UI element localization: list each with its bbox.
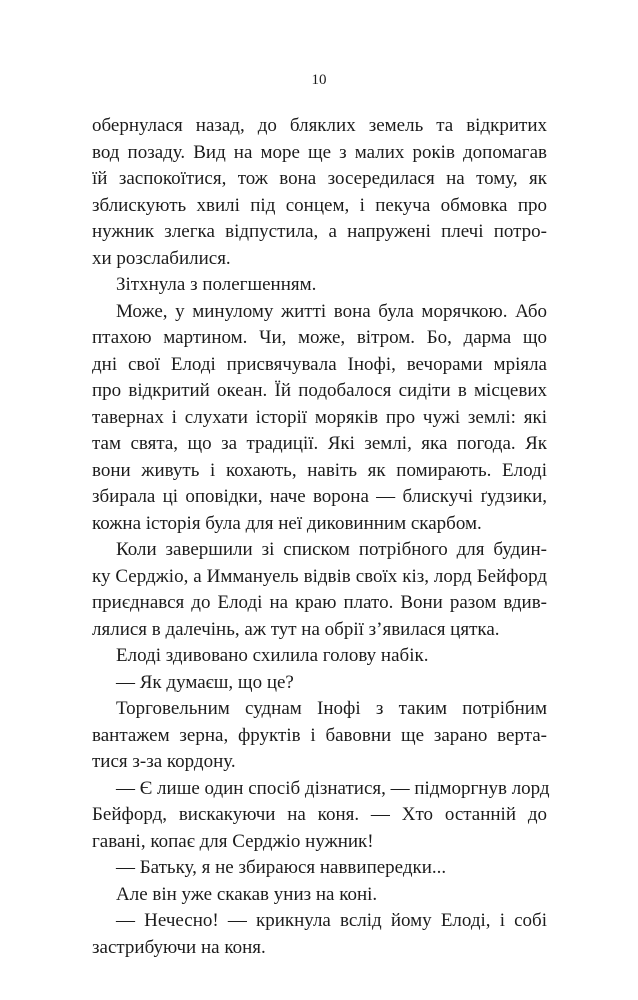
- text-line: Зітхнула з полегшенням.: [116, 274, 317, 295]
- text-line: вантажем зерна, фруктів і бавовни ще зарано верта-: [92, 724, 547, 746]
- text-line: гавані, копає для Серджіо нужник!: [92, 830, 374, 852]
- text-line: лялися в далечінь, аж тут на обрії з’явилася цятка.: [92, 618, 500, 640]
- text-line: тавернах і слухати історії моряків про чужі землі: які: [92, 406, 547, 428]
- text-line: — Батьку, я не збираюся наввипередки...: [116, 857, 447, 878]
- text-line: обернулася назад, до бляклих земель та відкритих: [92, 115, 547, 136]
- text-line: збирала ці оповідки, наче ворона — блискучі ґудзики,: [92, 486, 547, 507]
- text-line: зблискують хвилі під сонцем, і пекуча обмовка про: [92, 194, 547, 216]
- page-number: 10: [311, 72, 327, 88]
- text-line: птахою мартином. Чи, може, вітром. Бо, дарма що: [92, 327, 547, 348]
- text-line: вод позаду. Вид на море ще з малих років допомагав: [92, 141, 547, 163]
- text-line: кожна історія була для неї диковинним скарбом.: [92, 512, 482, 534]
- text-line: тися з-за кордону.: [92, 751, 236, 772]
- text-line: там свята, що за традиції. Які землі, яка погода. Як: [92, 433, 547, 454]
- text-line: — Нечесно! — крикнула вслід йому Елоді, і собі: [116, 910, 547, 931]
- text-line: Елоді здивовано схилила голову набік.: [116, 645, 429, 666]
- text-line: — Є лише один спосіб дізнатися, — підморгнув лорд: [116, 777, 550, 799]
- text-line: нужник злегка відпустила, а напружені плечі потро-: [92, 221, 547, 242]
- text-line: хи розслабилися.: [92, 247, 231, 269]
- text-line: Коли завершили зі списком потрібного для будин-: [116, 539, 547, 560]
- text-line: Може, у минулому житті вона була морячкою. Або: [116, 300, 547, 322]
- text-line: вони живуть і кохають, навіть як помирають. Елоді: [92, 459, 547, 481]
- text-line: їй заспокоїтися, тож вона зосередилася на тому, як: [92, 168, 547, 189]
- text-line: про відкритий океан. Їй подобалося сидіти в місцевих: [92, 380, 547, 401]
- text-line: ку Серджіо, а Иммануель відвів своїх кіз, лорд Бейфорд: [92, 565, 547, 587]
- body-text: [92, 113, 550, 961]
- text-line: Але він уже скакав униз на коні.: [116, 883, 378, 905]
- text-line: — Як думаєш, що це?: [116, 671, 294, 693]
- text-line: приєднався до Елоді на краю плато. Вони разом вдив-: [92, 592, 547, 613]
- text-line: застрибуючи на коня.: [92, 936, 266, 958]
- text-line: Бейфорд, вискакуючи на коня. — Хто останній до: [92, 804, 547, 825]
- text-line: Торговельним суднам Інофі з таким потрібним: [116, 698, 547, 719]
- text-line: дні свої Елоді присвячувала Інофі, вечорами мріяла: [92, 353, 547, 375]
